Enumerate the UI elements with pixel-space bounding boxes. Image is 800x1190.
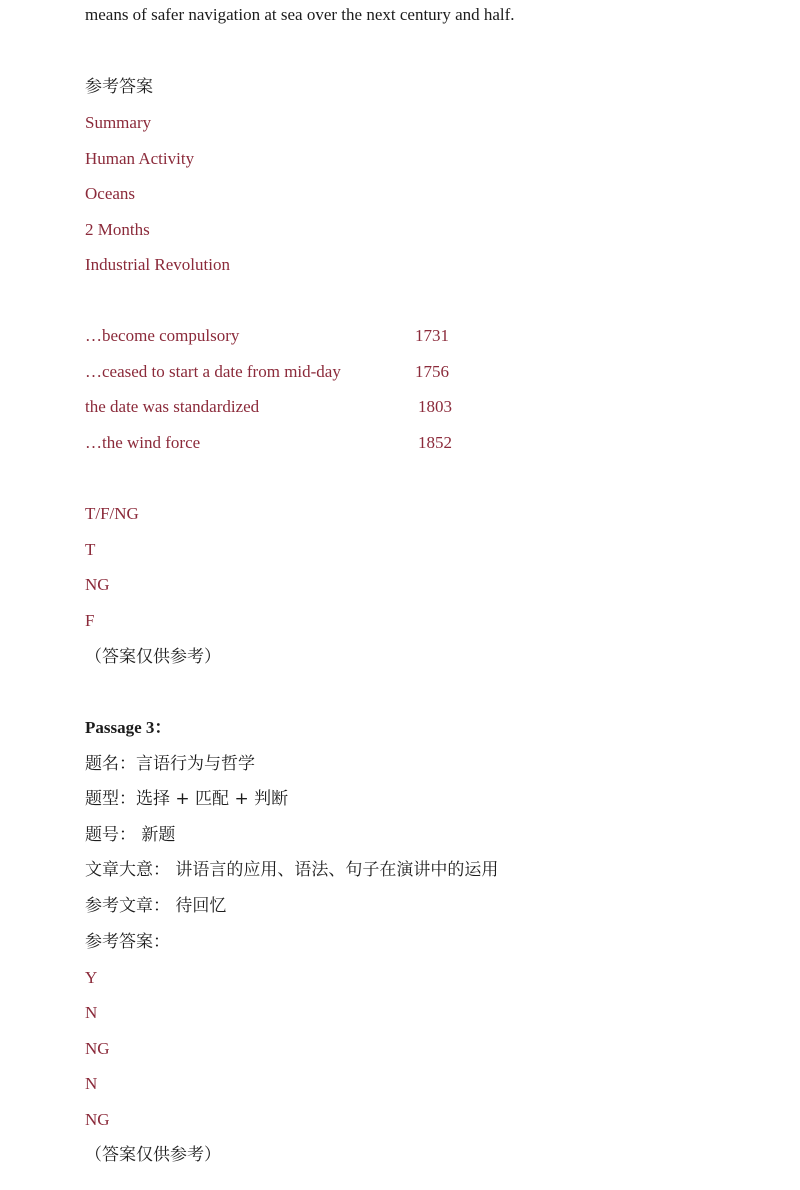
heading-answer-item: Oceans <box>85 184 136 203</box>
passage3-answer: NG <box>85 1039 110 1058</box>
matching-year: 1756 <box>415 362 449 381</box>
tfng-answer: NG <box>85 575 110 594</box>
passage3-question-number: 题号： 新题 <box>85 825 176 845</box>
matching-year: 1852 <box>418 433 452 452</box>
reference-note: （答案仅供参考） <box>85 1145 221 1165</box>
matching-year: 1731 <box>415 326 449 345</box>
reference-note: （答案仅供参考） <box>85 647 221 667</box>
matching-event: …the wind force <box>85 433 201 452</box>
matching-event: …become compulsory <box>85 326 240 345</box>
passage3-answer: N <box>85 1003 98 1022</box>
tfng-label: T/F/NG <box>85 504 139 523</box>
passage3-answer: Y <box>85 968 98 987</box>
passage3-answer: NG <box>85 1110 110 1129</box>
tfng-answer: T <box>85 540 96 559</box>
intro-text: means of safer navigation at sea over the next century and half. <box>85 5 515 24</box>
passage3-question-type: 题型：选择 + 匹配 + 判断 <box>85 789 289 809</box>
matching-event: the date was standardized <box>85 397 260 416</box>
matching-event: …ceased to start a date from mid-day <box>85 362 341 381</box>
passage3-answer: N <box>85 1074 98 1093</box>
matching-year: 1803 <box>418 397 452 416</box>
passage3-title: 题名：言语行为与哲学 <box>85 754 255 774</box>
heading-answer-item: Summary <box>85 113 152 132</box>
heading-answer-item: Industrial Revolution <box>85 255 230 274</box>
passage3-answers-label: 参考答案： <box>85 932 170 952</box>
heading-answer-item: Human Activity <box>85 149 195 168</box>
heading-answer-item: 2 Months <box>85 220 150 239</box>
passage3-summary: 文章大意： 讲语言的应用、语法、句子在演讲中的运用 <box>85 860 499 880</box>
passage3-heading: Passage 3： <box>85 718 172 737</box>
passage3-article: 参考文章： 待回忆 <box>85 896 227 916</box>
tfng-answer: F <box>85 611 95 630</box>
answers-heading: 参考答案 <box>85 77 153 97</box>
